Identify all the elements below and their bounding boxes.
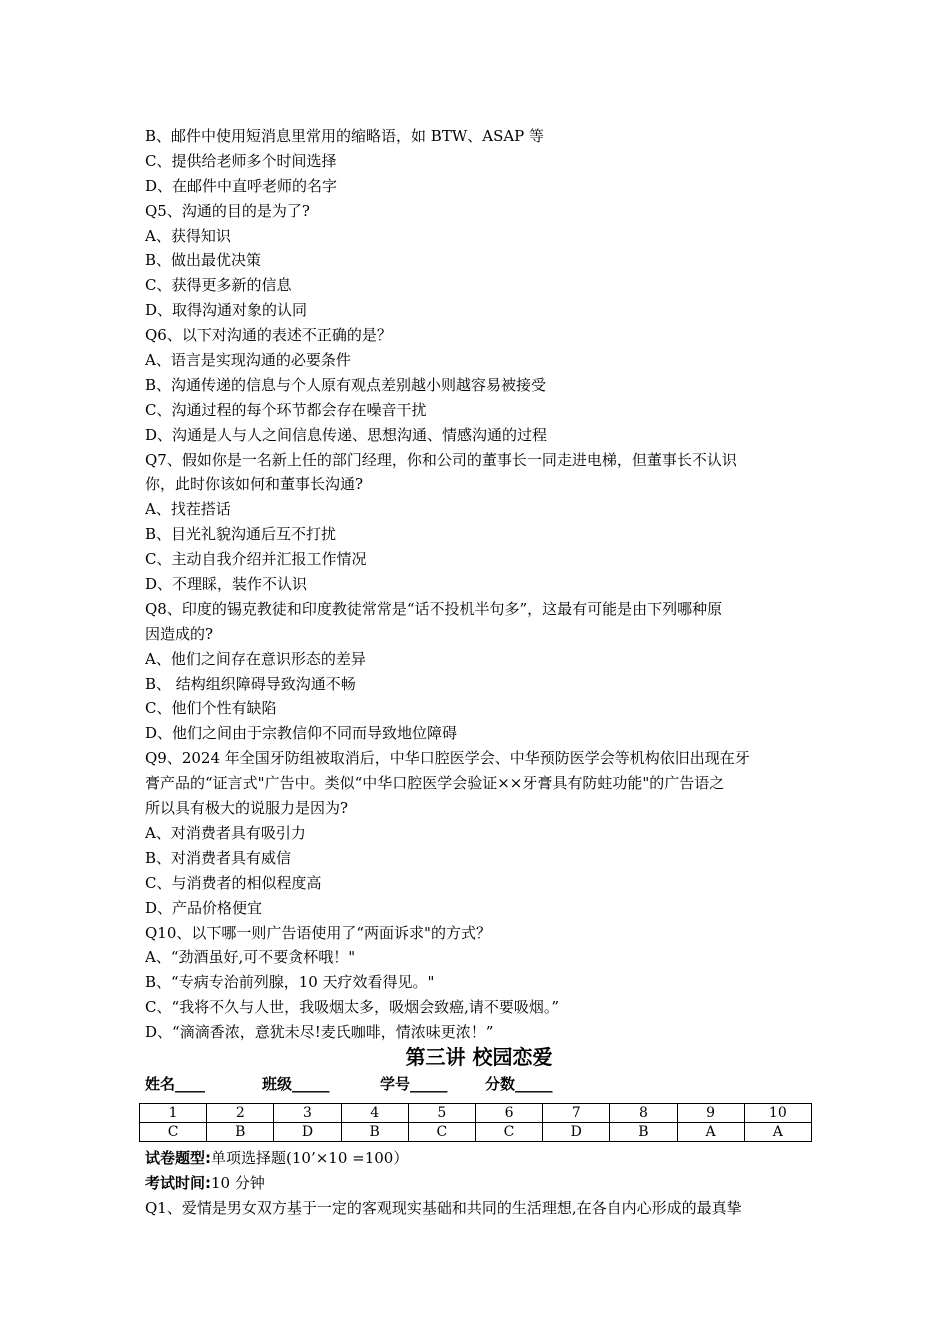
text-line: B、邮件中使用短消息里常用的缩略语，如 BTW、ASAP 等	[145, 127, 545, 145]
text-line: A、语言是实现沟通的必要条件	[145, 351, 351, 370]
section-title: 第三讲 校园恋爱	[405, 1045, 553, 1069]
class-field: 班级_____	[262, 1075, 330, 1093]
text-line: Q9、2024 年全国牙防组被取消后，中华口腔医学会、中华预防医学会等机构依旧出现在牙	[145, 749, 750, 768]
question-number-cell: 10	[744, 1104, 811, 1123]
text-line: B、“专病专治前列腺，10 天疗效看得见。"	[145, 973, 435, 992]
question-number-cell: 9	[677, 1104, 744, 1123]
question-number-cell: 4	[341, 1104, 408, 1123]
question-number-cell: 6	[475, 1104, 542, 1123]
text-line: C、提供给老师多个时间选择	[145, 151, 337, 170]
answer-cell: B	[341, 1123, 408, 1142]
text-line: 所以具有极大的说服力是因为?	[145, 799, 349, 818]
text-line: 因造成的?	[145, 624, 214, 643]
score-field: 分数_____	[485, 1075, 553, 1093]
text-line: Q8、印度的锡克教徒和印度教徒常常是“话不投机半句多”，这最有可能是由下列哪种原	[145, 599, 723, 618]
name-field: 姓名____	[145, 1075, 206, 1093]
text-line: D、产品价格便宜	[145, 898, 263, 917]
answer-cell: B	[207, 1123, 274, 1142]
question-number-cell: 8	[610, 1104, 677, 1123]
text-line: C、沟通过程的每个环节都会存在噪音干扰	[145, 400, 427, 419]
exam-time-value: 10 分钟	[211, 1173, 265, 1192]
answer-cell: A	[744, 1123, 811, 1142]
text-line: B、做出最优决策	[145, 251, 262, 270]
exam-time-line	[145, 1171, 813, 1196]
text-line: Q6、以下对沟通的表述不正确的是？	[145, 326, 392, 345]
answer-cell: C	[140, 1123, 207, 1142]
question-text-block	[145, 124, 813, 1045]
text-line: B、目光礼貌沟通后互不打扰	[145, 525, 337, 544]
answer-cell: B	[610, 1123, 677, 1142]
answer-cell: D	[543, 1123, 610, 1142]
text-line: 膏产品的“证言式"广告中。类似“中华口腔医学会验证××牙膏具有防蛀功能"的广告语之	[145, 774, 725, 793]
answer-cell: A	[677, 1123, 744, 1142]
text-line: A、他们之间存在意识形态的差异	[145, 649, 366, 668]
text-line: C、“我将不久与人世，我吸烟太多，吸烟会致癌,请不要吸烟。”	[145, 998, 560, 1017]
text-line: D、沟通是人与人之间信息传递、思想沟通、情感沟通的过程	[145, 425, 548, 444]
text-line: D、他们之间由于宗教信仰不同而导致地位障碍	[145, 724, 458, 743]
question-number-cell: 3	[274, 1104, 341, 1123]
text-line: Q10、以下哪一则广告语使用了“两面诉求"的方式？	[145, 923, 491, 942]
text-line: C、他们个性有缺陷	[145, 699, 277, 718]
text-line: D、取得沟通对象的认同	[145, 301, 308, 320]
text-line: B、对消费者具有威信	[145, 848, 292, 867]
text-line: Q7、假如你是一名新上任的部门经理，你和公司的董事长一同走进电梯，但董事长不认识	[145, 450, 737, 469]
text-line: Q5、沟通的目的是为了?	[145, 201, 310, 220]
exam-time-label: 考试时间:	[145, 1173, 211, 1192]
question-number-cell: 7	[543, 1104, 610, 1123]
answer-cell: C	[475, 1123, 542, 1142]
text-line: A、“劲酒虽好,可不要贪杯哦！"	[145, 948, 356, 967]
text-line: A、对消费者具有吸引力	[145, 823, 306, 842]
text-line: D、在邮件中直呼老师的名字	[145, 176, 338, 195]
student-info-row	[145, 1072, 813, 1096]
text-line: C、主动自我介绍并汇报工作情况	[145, 550, 367, 569]
answer-row	[140, 1123, 812, 1142]
text-line: D、“滴滴香浓，意犹未尽!麦氏咖啡，情浓味更浓！”	[145, 1023, 494, 1042]
text-line: 你，此时你该如何和董事长沟通?	[145, 475, 364, 494]
question-number-cell: 1	[140, 1104, 207, 1123]
exam-type-value: 单项选择题(10’×10 =100）	[211, 1149, 409, 1167]
text-line: A、获得知识	[145, 226, 231, 245]
exam-type-label: 试卷题型:	[145, 1149, 211, 1167]
text-line: C、获得更多新的信息	[145, 276, 292, 295]
question-number-cell: 2	[207, 1104, 274, 1123]
answer-cell: D	[274, 1123, 341, 1142]
text-line: B、 结构组织障碍导致沟通不畅	[145, 674, 356, 693]
text-line: C、与消费者的相似程度高	[145, 873, 322, 892]
text-line: A、找茬搭话	[145, 500, 231, 519]
text-line: B、沟通传递的信息与个人原有观点差别越小则越容易被接受	[145, 375, 547, 394]
exam-type-line	[145, 1146, 813, 1171]
question-q1-line: Q1、爱情是男女双方基于一定的客观现实基础和共同的生活理想,在各自内心形成的最真挚	[145, 1198, 742, 1217]
student-id-field: 学号_____	[380, 1075, 448, 1093]
text-line: D、不理睬，装作不认识	[145, 575, 308, 594]
question-number-row	[140, 1104, 812, 1123]
answer-cell: C	[408, 1123, 475, 1142]
exam-meta-block	[145, 1146, 813, 1221]
question-number-cell: 5	[408, 1104, 475, 1123]
answer-key-table	[139, 1103, 812, 1142]
